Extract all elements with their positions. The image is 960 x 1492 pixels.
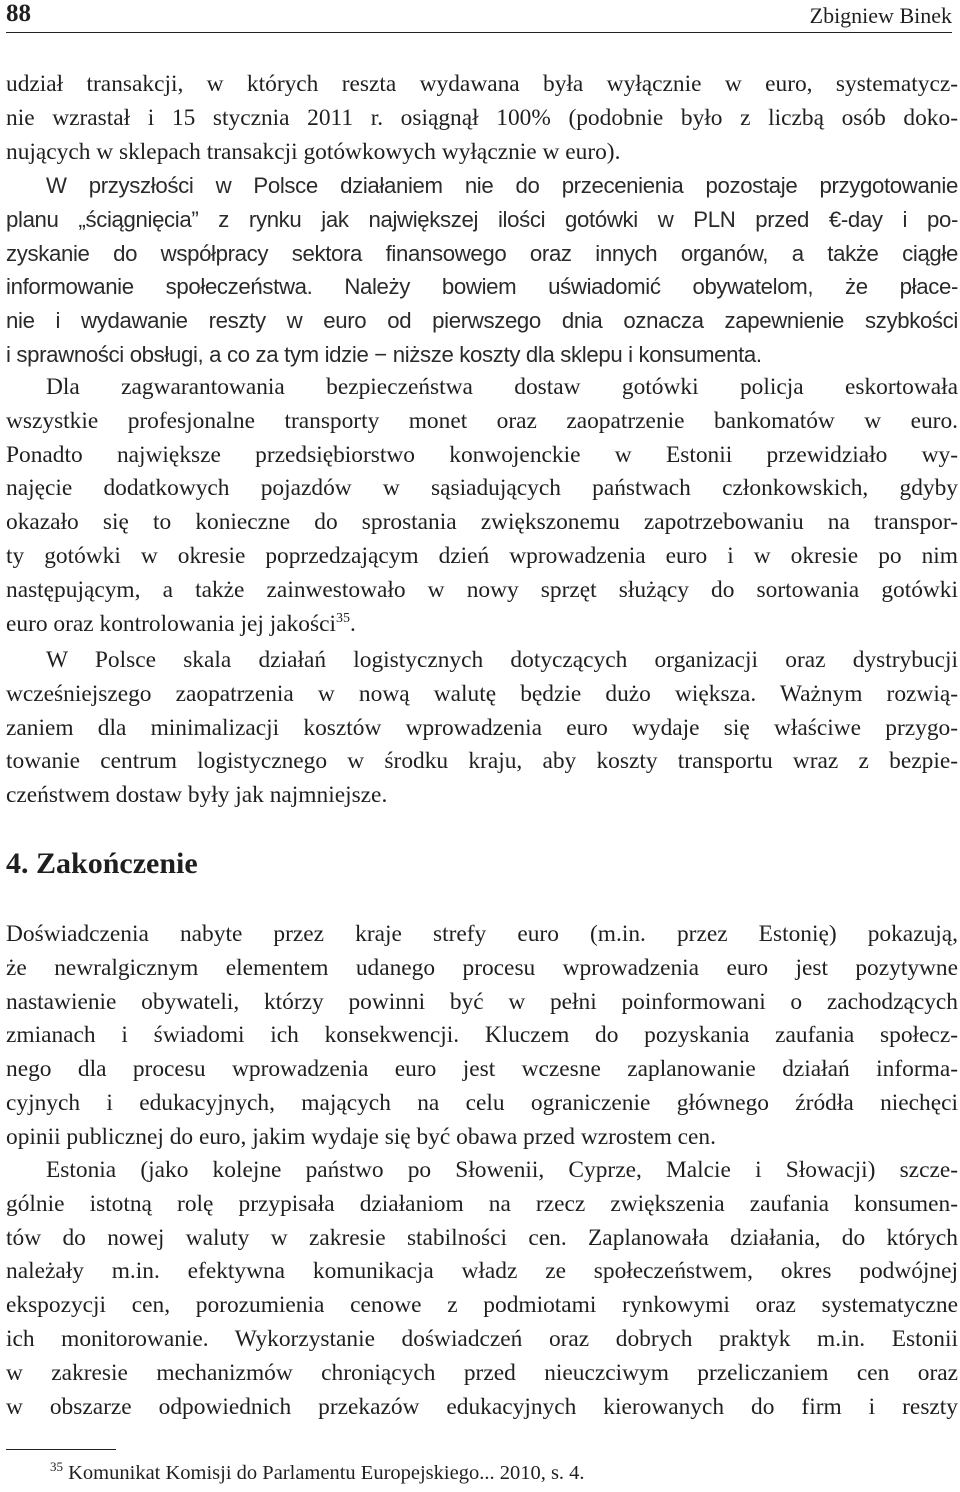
section-heading: 4. Zakończenie — [6, 847, 198, 880]
text-line: nastawienie obywateli, którzy powinni być w pełni poinformowani o zachodzących — [6, 988, 958, 1015]
text-line: udział transakcji, w których reszta wydawana była wyłącznie w euro, systematycz- — [6, 71, 958, 97]
text-line: W przyszłości w Polsce działaniem nie do przecenienia pozostaje przygotowanie — [46, 173, 958, 198]
text-line: Estonia (jako kolejne państwo po Słowenii, Cyprze, Malcie i Słowacji) szcze- — [46, 1157, 958, 1183]
footnote — [50, 1459, 585, 1487]
text-line: wcześniejszego zaopatrzenia w nową walutę będzie dużo większa. Ważnym rozwią- — [6, 680, 958, 707]
paragraph-3 — [6, 371, 958, 641]
paragraph-6 — [6, 1154, 958, 1424]
text-line: informowanie społeczeństwa. Należy bowiem uświadomić obywatelom, że płace- — [6, 274, 958, 300]
page-header — [6, 0, 952, 33]
text-line: ich monitorowanie. Wykorzystanie doświadczeń oraz dobrych praktyk m.in. Estonii — [6, 1325, 958, 1352]
text-line: nie i wydawanie reszty w euro od pierwszego dnia oznacza zapewnienie szybkości — [6, 308, 958, 334]
text-line: czeństwem dostaw były jak najmniejsze. — [6, 782, 388, 809]
footnote-reference[interactable]: 35 — [335, 610, 350, 626]
page-number: 88 — [6, 0, 31, 27]
text-line: w zakresie mechanizmów chroniących przed nieuczciwym przeliczaniem cen oraz — [6, 1359, 958, 1386]
text-line: planu „ściągnięcia” z rynku jak największej ilości gotówki w PLN przed €-day i po- — [6, 206, 958, 232]
text-line: Ponadto największe przedsiębiorstwo konwojenckie w Estonii przewidziało wy- — [6, 441, 958, 468]
text-line: towanie centrum logistycznego w środku kraju, aby koszty transportu wraz z bezpie- — [6, 748, 958, 775]
text-line: ty gotówki w okresie poprzedzającym dzień wprowadzenia euro i w okresie po nim — [6, 542, 958, 569]
text-line: zaniem dla minimalizacji kosztów wprowadzenia euro wydaje się właściwe przygo- — [6, 714, 958, 741]
text-line: zmianach i świadomi ich konsekwencji. Kluczem do pozyskania zaufania społecz- — [6, 1022, 958, 1049]
text-line: zyskanie do współpracy sektora finansowego oraz innych organów, a także ciągłe — [6, 240, 958, 266]
text-line: że newralgicznym elementem udanego procesu wprowadzenia euro jest pozytywne — [6, 954, 958, 981]
text-line: i sprawności obsługi, a co za tym idzie − niższe koszty dla sklepu i konsumenta. — [6, 341, 762, 367]
text-line: opinii publicznej do euro, jakim wydaje się być obawa przed wzrostem cen. — [6, 1123, 716, 1150]
text-line: W Polsce skala działań logistycznych dotyczących organizacji oraz dystrybucji — [46, 647, 958, 673]
text-segment: euro oraz kontrolowania jej jakości — [6, 610, 336, 637]
paragraph-1 — [6, 68, 958, 169]
text-line: gólnie istotną rolę przypisała działaniom na rzecz zwiększenia zaufania konsumen- — [6, 1190, 958, 1217]
text-line: cyjnych i edukacyjnych, mających na celu ograniczenie głównego źródła niechęci — [6, 1089, 958, 1116]
text-line: Dla zagwarantowania bezpieczeństwa dostaw gotówki policja eskortowała — [46, 374, 958, 400]
footnote-divider — [6, 1449, 116, 1450]
text-line: tów do nowej waluty w zakresie stabilności cen. Zaplanowała działania, do których — [6, 1224, 958, 1251]
text-line: nego dla procesu wprowadzenia euro jest wczesne zaplanowanie działań informa- — [6, 1056, 958, 1083]
text-line: należały m.in. efektywna komunikacja władz ze społeczeństwem, okres podwójnej — [6, 1258, 958, 1285]
paragraph-4 — [6, 644, 958, 813]
text-line: nie wzrastał i 15 stycznia 2011 r. osiągnął 100% (podobnie było z liczbą osób doko- — [6, 104, 958, 131]
text-line — [6, 608, 958, 642]
footnote-number: 35 — [50, 1459, 63, 1475]
text-line: następującym, a także zainwestowało w nowy sprzęt służący do sortowania gotówki — [6, 576, 958, 603]
footnote-text: Komunikat Komisji do Parlamentu Europejskiego... 2010, s. 4. — [68, 1462, 585, 1484]
paragraph-5 — [6, 918, 958, 1155]
text-line: ekspozycji cen, porozumienia cenowe z podmiotami rynkowymi oraz systematyczne — [6, 1292, 958, 1319]
text-line: najęcie dodatkowych pojazdów w sąsiadujących państwach członkowskich, gdyby — [6, 475, 958, 502]
text-segment: . — [349, 610, 356, 637]
paragraph-2 — [6, 169, 958, 372]
text-line: okazało się to konieczne do sprostania zwiększonemu zapotrzebowaniu na transpor- — [6, 509, 958, 536]
text-line: nujących w sklepach transakcji gotówkowych wyłącznie w euro). — [6, 138, 621, 165]
text-line: wszystkie profesjonalne transporty monet oraz zaopatrzenie bankomatów w euro. — [6, 407, 958, 434]
running-head-author: Zbigniew Binek — [809, 3, 952, 28]
text-line: Doświadczenia nabyte przez kraje strefy euro (m.in. przez Estonię) pokazują, — [6, 921, 958, 947]
text-line: w obszarze odpowiednich przekazów edukacyjnych kierowanych do firm i reszty — [6, 1393, 958, 1420]
